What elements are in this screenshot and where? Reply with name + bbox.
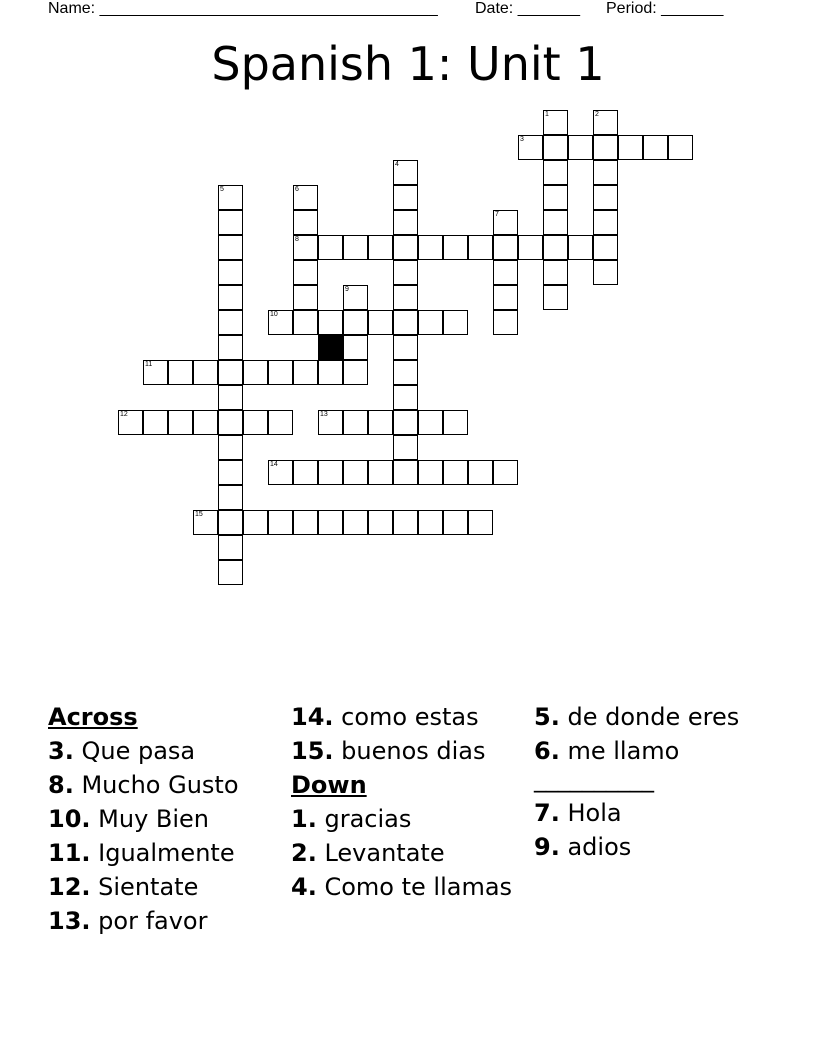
grid-cell[interactable]: [243, 510, 268, 535]
grid-cell[interactable]: [218, 310, 243, 335]
cell-number: 2: [595, 111, 599, 118]
grid-cell[interactable]: [543, 235, 568, 260]
clue-text: de donde eres: [567, 703, 740, 731]
cell-number: 14: [270, 461, 278, 468]
cell-number: 6: [295, 186, 299, 193]
clue-number: 14.: [291, 703, 334, 731]
grid-cell[interactable]: [543, 285, 568, 310]
grid-cell[interactable]: [343, 510, 368, 535]
grid-cell[interactable]: [393, 335, 418, 360]
grid-cell[interactable]: [468, 460, 493, 485]
cell-number: 12: [120, 411, 128, 418]
grid-cell[interactable]: [218, 560, 243, 585]
grid-cell[interactable]: [393, 460, 418, 485]
clue-down-6: [534, 737, 768, 793]
grid-cell[interactable]: [168, 360, 193, 385]
clue-down-2: [291, 839, 526, 867]
grid-cell[interactable]: [293, 285, 318, 310]
grid-cell[interactable]: [543, 110, 568, 135]
grid-cell[interactable]: [268, 310, 293, 335]
grid-cell[interactable]: [193, 360, 218, 385]
clue-text: Levantate: [324, 839, 445, 867]
grid-cell[interactable]: [368, 460, 393, 485]
grid-cell[interactable]: [293, 185, 318, 210]
grid-cell[interactable]: [443, 460, 468, 485]
clue-text: Como te llamas: [324, 873, 513, 901]
clue-text: Hola: [567, 799, 622, 827]
grid-cell[interactable]: [368, 310, 393, 335]
clue-text: me llamo __________: [534, 737, 680, 793]
grid-cell[interactable]: [218, 385, 243, 410]
clue-column-3: [534, 703, 768, 867]
page-title: Spanish 1: Unit 1: [211, 37, 605, 91]
cell-number: 1: [545, 111, 549, 118]
grid-cell[interactable]: [268, 410, 293, 435]
clue-text: por favor: [98, 907, 208, 935]
cell-number: 15: [195, 511, 203, 518]
grid-cell[interactable]: [293, 460, 318, 485]
clue-text: Sientate: [98, 873, 199, 901]
grid-cell[interactable]: [243, 410, 268, 435]
grid-cell[interactable]: [293, 260, 318, 285]
grid-cell[interactable]: [293, 360, 318, 385]
clue-text: buenos dias: [341, 737, 486, 765]
grid-cell[interactable]: [393, 510, 418, 535]
grid-cell[interactable]: [593, 260, 618, 285]
grid-cell[interactable]: [418, 235, 443, 260]
clue-number: 10.: [48, 805, 91, 833]
grid-cell[interactable]: [293, 235, 318, 260]
grid-cell[interactable]: [543, 260, 568, 285]
grid-cell[interactable]: [468, 235, 493, 260]
grid-cell[interactable]: [343, 360, 368, 385]
clue-text: como estas: [341, 703, 479, 731]
period-field-label[interactable]: Period: _______: [606, 0, 724, 17]
grid-cell[interactable]: [318, 360, 343, 385]
grid-cell[interactable]: [518, 235, 543, 260]
grid-cell[interactable]: [643, 135, 668, 160]
clue-number: 12.: [48, 873, 91, 901]
grid-cell[interactable]: [418, 410, 443, 435]
grid-cell[interactable]: [443, 410, 468, 435]
grid-cell[interactable]: [268, 360, 293, 385]
grid-cell[interactable]: [268, 460, 293, 485]
grid-cell[interactable]: [593, 235, 618, 260]
grid-cell[interactable]: [368, 235, 393, 260]
grid-cell[interactable]: [218, 460, 243, 485]
clue-across-10: [48, 805, 278, 833]
cell-number: 5: [220, 186, 224, 193]
grid-cell[interactable]: [393, 410, 418, 435]
grid-cell[interactable]: [593, 210, 618, 235]
grid-cell[interactable]: [293, 510, 318, 535]
clue-down-5: [534, 703, 768, 731]
clue-number: 15.: [291, 737, 334, 765]
clue-down-9: [534, 833, 768, 861]
clue-number: 6.: [534, 737, 560, 765]
grid-cell[interactable]: [318, 510, 343, 535]
clue-across-12: [48, 873, 278, 901]
grid-cell[interactable]: [343, 460, 368, 485]
grid-cell[interactable]: [368, 510, 393, 535]
cell-number: 9: [345, 286, 349, 293]
grid-cell[interactable]: [543, 210, 568, 235]
grid-cell[interactable]: [218, 485, 243, 510]
grid-cell[interactable]: [568, 135, 593, 160]
clue-across-14: [291, 703, 526, 731]
across-heading: Across: [48, 703, 138, 731]
clue-text: gracias: [324, 805, 412, 833]
grid-cell[interactable]: [393, 210, 418, 235]
grid-cell[interactable]: [593, 185, 618, 210]
grid-cell[interactable]: [293, 210, 318, 235]
grid-cell[interactable]: [243, 360, 268, 385]
grid-cell[interactable]: [118, 410, 143, 435]
clue-number: 4.: [291, 873, 317, 901]
cell-number: 13: [320, 411, 328, 418]
grid-cell[interactable]: [668, 135, 693, 160]
grid-cell[interactable]: [318, 410, 343, 435]
grid-cell[interactable]: [343, 285, 368, 310]
grid-cell[interactable]: [493, 285, 518, 310]
grid-cell[interactable]: [143, 360, 168, 385]
clue-down-1: [291, 805, 526, 833]
grid-cell[interactable]: [218, 235, 243, 260]
date-field-label[interactable]: Date: _______: [475, 0, 580, 17]
grid-cell[interactable]: [218, 210, 243, 235]
clue-across-13: [48, 907, 278, 935]
cell-number: 10: [270, 311, 278, 318]
clue-down-4: [291, 873, 526, 901]
grid-cell[interactable]: [443, 310, 468, 335]
clue-number: 13.: [48, 907, 91, 935]
grid-cell[interactable]: [193, 510, 218, 535]
grid-cell[interactable]: [393, 435, 418, 460]
grid-cell[interactable]: [418, 310, 443, 335]
clue-number: 2.: [291, 839, 317, 867]
grid-cell[interactable]: [618, 135, 643, 160]
grid-cell[interactable]: [343, 410, 368, 435]
grid-cell[interactable]: [393, 185, 418, 210]
grid-cell[interactable]: [443, 235, 468, 260]
clue-down-7: [534, 799, 768, 827]
cell-number: 3: [520, 136, 524, 143]
grid-cell[interactable]: [293, 310, 318, 335]
down-heading: Down: [291, 771, 367, 799]
clue-text: Muy Bien: [98, 805, 210, 833]
grid-cell[interactable]: [218, 335, 243, 360]
grid-cell[interactable]: [343, 335, 368, 360]
grid-cell[interactable]: [368, 410, 393, 435]
grid-cell[interactable]: [418, 460, 443, 485]
clue-number: 5.: [534, 703, 560, 731]
grid-cell[interactable]: [193, 410, 218, 435]
clue-text: Mucho Gusto: [81, 771, 239, 799]
grid-cell[interactable]: [543, 185, 568, 210]
grid-cell[interactable]: [593, 110, 618, 135]
grid-cell[interactable]: [218, 410, 243, 435]
grid-cell[interactable]: [393, 360, 418, 385]
grid-cell[interactable]: [168, 410, 193, 435]
cell-number: 8: [295, 236, 299, 243]
grid-cell[interactable]: [393, 385, 418, 410]
grid-cell[interactable]: [543, 160, 568, 185]
cell-number: 11: [145, 361, 153, 368]
grid-cell[interactable]: [268, 510, 293, 535]
grid-cell[interactable]: [493, 210, 518, 235]
clue-across-3: [48, 737, 278, 765]
grid-cell[interactable]: [393, 160, 418, 185]
grid-cell[interactable]: [318, 235, 343, 260]
grid-cell[interactable]: [143, 410, 168, 435]
clue-text: Igualmente: [98, 839, 235, 867]
grid-cell[interactable]: [218, 435, 243, 460]
grid-cell[interactable]: [393, 310, 418, 335]
clue-number: 9.: [534, 833, 560, 861]
grid-cell[interactable]: [218, 510, 243, 535]
clue-number: 1.: [291, 805, 317, 833]
grid-cell[interactable]: [543, 135, 568, 160]
grid-cell[interactable]: [218, 185, 243, 210]
black-square: [318, 335, 343, 360]
grid-cell[interactable]: [443, 510, 468, 535]
clue-across-11: [48, 839, 278, 867]
grid-cell[interactable]: [393, 260, 418, 285]
clue-number: 11.: [48, 839, 91, 867]
clue-number: 3.: [48, 737, 74, 765]
clue-across-8: [48, 771, 278, 799]
grid-cell[interactable]: [218, 285, 243, 310]
clue-number: 7.: [534, 799, 560, 827]
cell-number: 7: [495, 211, 499, 218]
grid-cell[interactable]: [493, 260, 518, 285]
grid-cell[interactable]: [493, 460, 518, 485]
grid-cell[interactable]: [318, 460, 343, 485]
grid-cell[interactable]: [218, 535, 243, 560]
grid-cell[interactable]: [568, 235, 593, 260]
grid-cell[interactable]: [593, 135, 618, 160]
grid-cell[interactable]: [418, 510, 443, 535]
clue-text: adios: [567, 833, 632, 861]
grid-cell[interactable]: [393, 285, 418, 310]
clue-column-1: [48, 703, 278, 941]
name-field-label[interactable]: Name: ______________________________________: [48, 0, 438, 17]
grid-cell[interactable]: [318, 310, 343, 335]
grid-cell[interactable]: [218, 260, 243, 285]
clue-text: Que pasa: [81, 737, 196, 765]
clue-across-15: [291, 737, 526, 765]
grid-cell[interactable]: [393, 235, 418, 260]
cell-number: 4: [395, 161, 399, 168]
grid-cell[interactable]: [343, 310, 368, 335]
clue-number: 8.: [48, 771, 74, 799]
clue-column-2: [291, 703, 526, 907]
grid-cell[interactable]: [493, 310, 518, 335]
grid-cell[interactable]: [593, 160, 618, 185]
grid-cell[interactable]: [343, 235, 368, 260]
grid-cell[interactable]: [518, 135, 543, 160]
grid-cell[interactable]: [493, 235, 518, 260]
grid-cell[interactable]: [468, 510, 493, 535]
grid-cell[interactable]: [218, 360, 243, 385]
